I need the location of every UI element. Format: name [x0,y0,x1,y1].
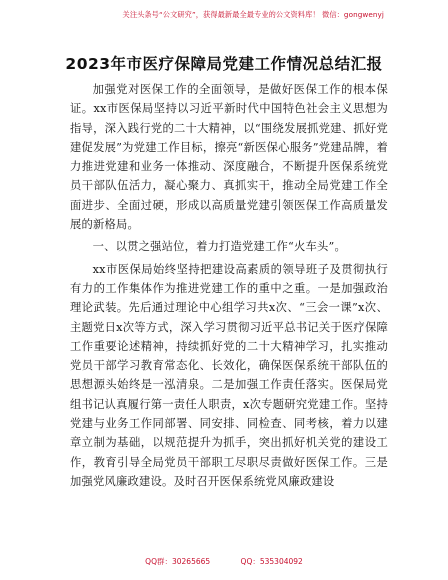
document-body [70,80,388,494]
section-heading: 一、以贯之强站位，着力打造党建工作“火车头”。 [92,240,346,254]
section-paragraph: xx市医保局始终坚持把建设高素质的领导班子及贯彻执行有力的工作集体作为推进党建工作的重中之重。一是加强政治理论武装。先后通过理论中心组学习共x次、“三会一课”x次、主题党日x次等方式，深入学习贯彻习近平总书记关于医疗保障工作重要论述精神，持续抓好党的二十大精神学习，扎实推动党员干部学习教育常态化、长效化，确保医保系统干部队伍的思想源头始终是一泓清泉。二是加强工作责任落实。医保局党组书记认真履行第一责任人职责，x次专题研究党建工作。坚持党建与业务工作同部署、同安排、同检查、同考核，着力以建章立制为基础，以规范提升为抓手，突出抓好机关党的建设工作，教育引导全局党员干部职工尽职尽责做好医保工作。三是加强党风廉政建设。及时召开医保系统党风廉政建设 [70,262,388,488]
intro-paragraph: 加强党对医保工作的全面领导，是做好医保工作的根本保证。xx市医保局坚持以习近平新时代中国特色社会主义思想为指导，深入践行党的二十大精神，以“围绕发展抓党建、抓好党建促发展”为党建工作目标，擦亮“新医保心服务”党建品牌，着力推进党建和业务一体推动、深度融合，不断提升医保系统党员干部队伍活力，凝心聚力、真抓实干，推动全局党建工作全面进步、全面过硬，形成以高质量党建引领医保工作高质量发展的新格局。 [70,83,388,232]
footer-qq-group: QQ群：30265665 [145,557,211,566]
header-promo-note: 关注头条号“公文研究”，获得最新最全最专业的公文资料库！ 微信：gongwenyj [122,10,384,19]
footer-qq: QQ：535304092 [240,557,303,566]
footer-contact [0,556,448,567]
document-title: 2023年市医疗保障局党建工作情况总结汇报 [65,55,383,73]
